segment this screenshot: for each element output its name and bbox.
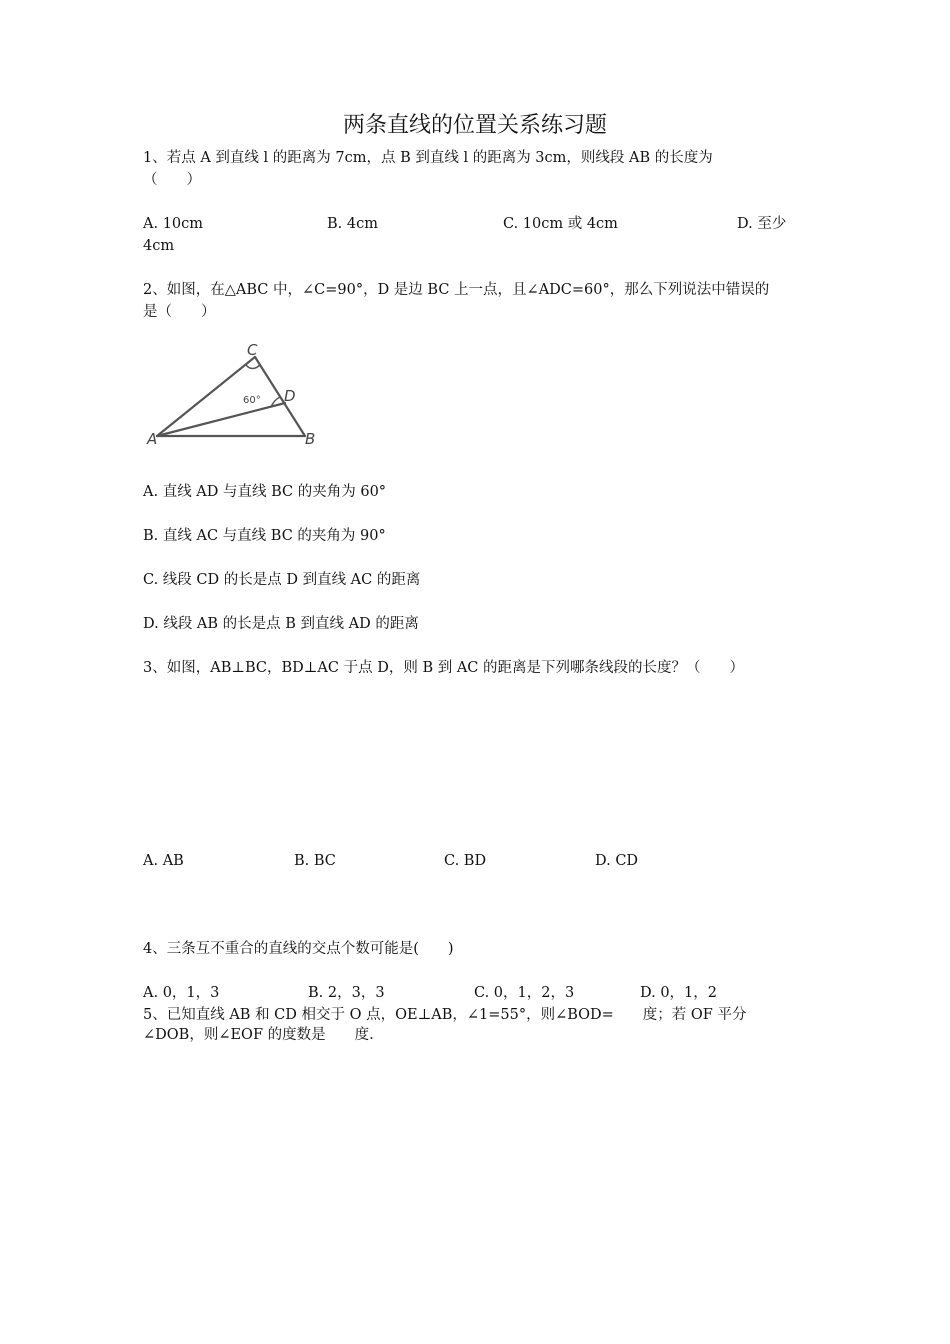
q5-line2: ∠DOB，则∠EOF 的度数是 度. bbox=[143, 1027, 374, 1043]
q1-option-c: C. 10cm 或 4cm bbox=[503, 216, 618, 232]
q1-stem-line1: 1、若点 A 到直线 l 的距离为 7cm，点 B 到直线 l 的距离为 3cm，则线段 AB 的长度为 bbox=[143, 150, 713, 166]
q3-option-c: C. BD bbox=[444, 853, 487, 869]
q1-option-d: D. 至少 bbox=[737, 216, 787, 232]
q4-option-c: C. 0，1，2，3 bbox=[474, 985, 575, 1001]
q2-option-d: D. 线段 AB 的长是点 B 到直线 AD 的距离 bbox=[143, 616, 419, 632]
q3-option-d: D. CD bbox=[595, 853, 639, 869]
q1-option-b: B. 4cm bbox=[327, 216, 378, 232]
q4-option-d: D. 0，1，2 bbox=[640, 985, 718, 1001]
q3-stem: 3、如图，AB⊥BC，BD⊥AC 于点 D，则 B 到 AC 的距离是下列哪条线段的长度？（ ） bbox=[143, 660, 744, 676]
q3-option-a: A. AB bbox=[143, 853, 184, 869]
q3-option-b: B. BC bbox=[294, 853, 336, 869]
vertex-d-label: D bbox=[284, 387, 296, 405]
q4-option-a: A. 0，1，3 bbox=[143, 985, 220, 1001]
q1-option-a: A. 10cm bbox=[143, 216, 204, 232]
q1-stem-line2: （ ） bbox=[143, 172, 201, 188]
q2-stem-line1: 2、如图，在△ABC 中，∠C=90°，D 是边 BC 上一点，且∠ADC=60°，那么下列说法中错误的 bbox=[143, 282, 770, 298]
page-title: 两条直线的位置关系练习题 bbox=[342, 113, 607, 138]
q2-option-a: A. 直线 AD 与直线 BC 的夹角为 60° bbox=[143, 484, 387, 500]
q2-option-b: B. 直线 AC 与直线 BC 的夹角为 90° bbox=[143, 528, 386, 544]
right-angle-mark bbox=[246, 365, 260, 369]
angle-60-label: 60° bbox=[243, 395, 261, 406]
q2-stem-line2: 是（ ） bbox=[143, 304, 216, 320]
q4-stem: 4、三条互不重合的直线的交点个数可能是( ) bbox=[143, 941, 454, 957]
q2-option-c: C. 线段 CD 的长是点 D 到直线 AC 的距离 bbox=[143, 572, 421, 588]
vertex-a-label: A bbox=[147, 430, 158, 448]
q5-line1: 5、已知直线 AB 和 CD 相交于 O 点，OE⊥AB，∠1=55°，则∠BOD= 度；若 OF 平分 bbox=[143, 1007, 747, 1023]
vertex-c-label: C bbox=[247, 341, 258, 359]
q4-option-b: B. 2，3，3 bbox=[308, 985, 385, 1001]
triangle-figure bbox=[143, 340, 323, 448]
q1-option-d-continued: 4cm bbox=[143, 238, 175, 254]
vertex-b-label: B bbox=[305, 430, 316, 448]
